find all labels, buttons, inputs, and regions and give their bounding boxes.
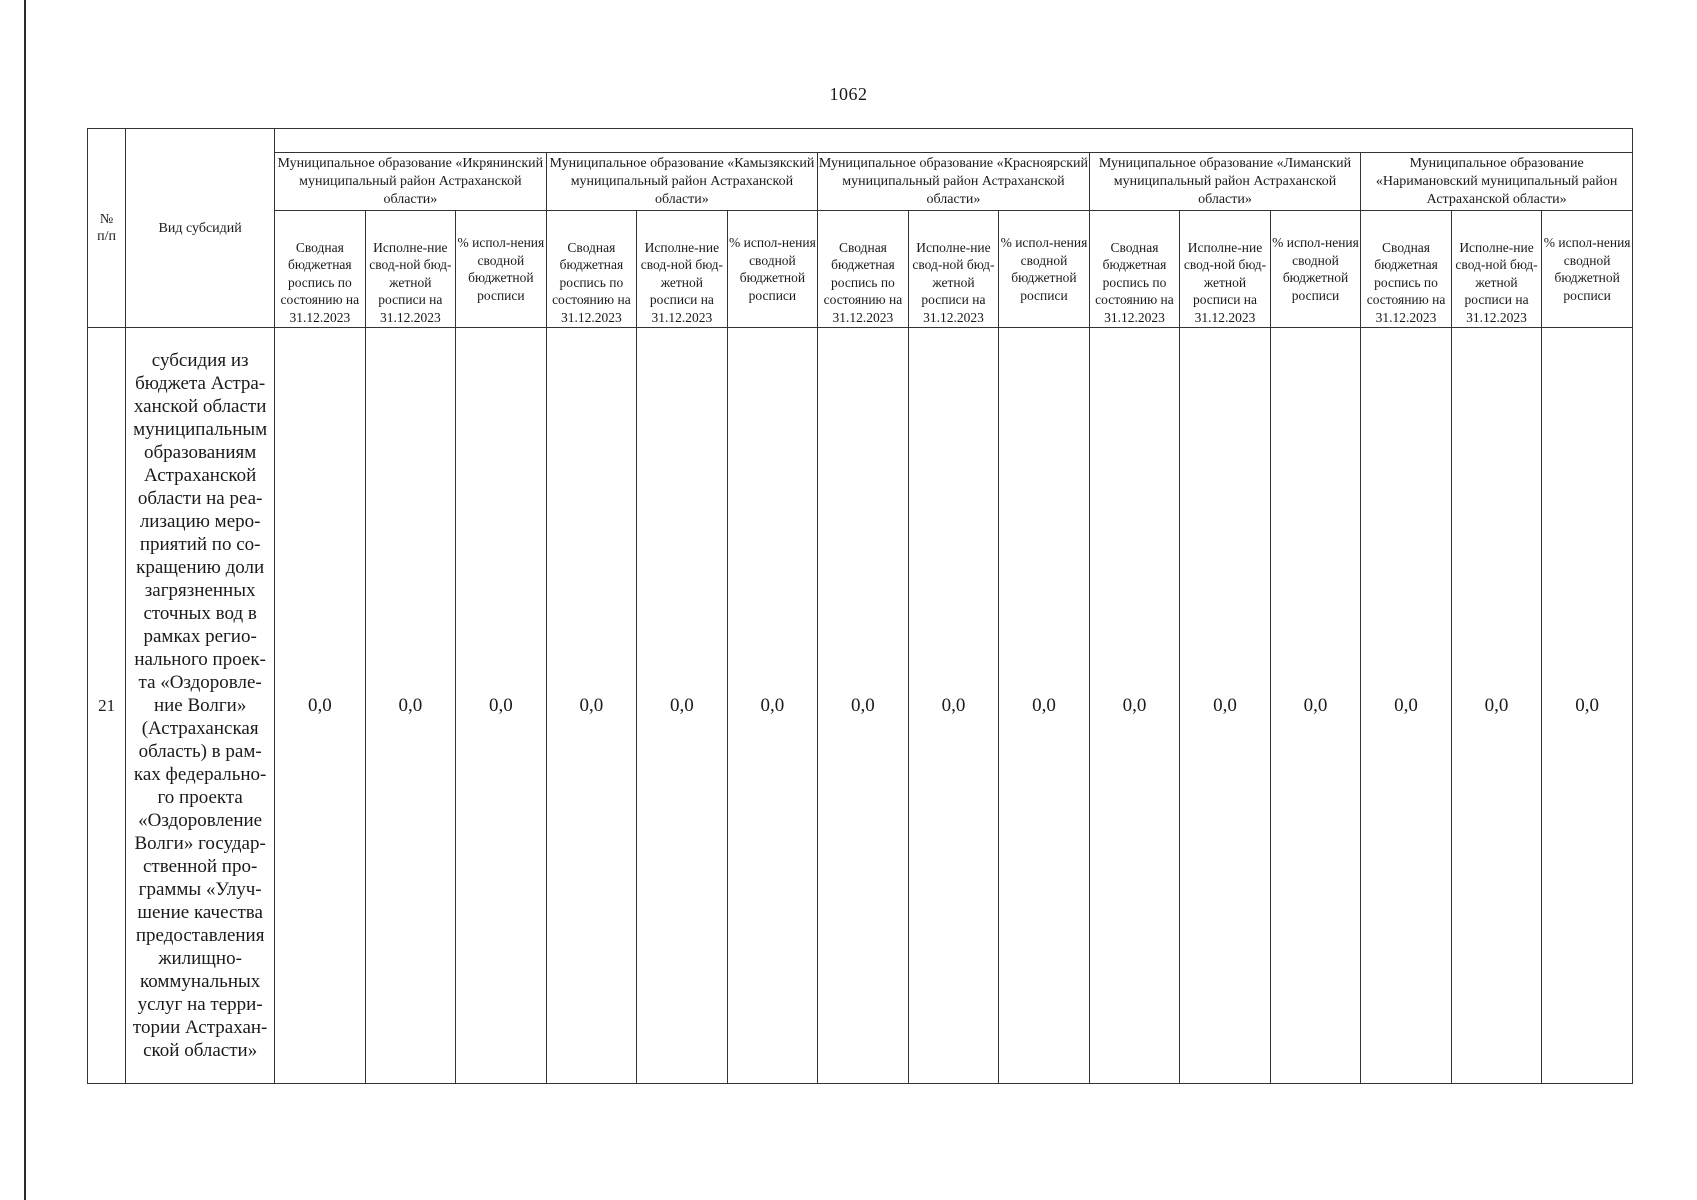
municipality-header: Муниципальное образование «Икрянинский муниципальный район Астраханской области»	[275, 153, 547, 211]
header-blank-cell	[275, 129, 1633, 153]
value-cell: 0,0	[1361, 328, 1452, 1084]
percent-column-header: % испол-нения сводной бюджетной росписи	[456, 211, 547, 328]
budget-column-header: Сводная бюджетная роспись по состоянию на 31.12.2023	[818, 211, 909, 328]
column-header-row	[88, 211, 1633, 328]
budget-column-header: Сводная бюджетная роспись по состоянию на 31.12.2023	[1361, 211, 1452, 328]
municipality-header-row	[88, 153, 1633, 211]
header-top-blank-row	[88, 129, 1633, 153]
municipality-header: Муниципальное образование «Наримановский муниципальный район Астраханской области»	[1361, 153, 1633, 211]
value-cell: 0,0	[1180, 328, 1271, 1084]
type-header: Вид субсидий	[126, 129, 275, 328]
value-cell: 0,0	[818, 328, 909, 1084]
value-cell: 0,0	[1542, 328, 1633, 1084]
municipality-header: Муниципальное образование «Камызякский муниципальный район Астраханской области»	[546, 153, 818, 211]
subsidy-table	[87, 128, 1633, 1084]
budget-column-header: Сводная бюджетная роспись по состоянию на 31.12.2023	[1089, 211, 1180, 328]
percent-column-header: % испол-нения сводной бюджетной росписи	[727, 211, 818, 328]
value-cell: 0,0	[908, 328, 999, 1084]
table-row	[88, 328, 1633, 1084]
value-cell: 0,0	[637, 328, 728, 1084]
execution-column-header: Исполне-ние свод-ной бюд-жетной росписи на 31.12.2023	[637, 211, 728, 328]
municipality-header: Муниципальное образование «Лиманский муниципальный район Астраханской области»	[1089, 153, 1361, 211]
num-header: № п/п	[88, 129, 126, 328]
value-cell: 0,0	[456, 328, 547, 1084]
row-number: 21	[88, 328, 126, 1084]
budget-column-header: Сводная бюджетная роспись по состоянию на 31.12.2023	[275, 211, 366, 328]
percent-column-header: % испол-нения сводной бюджетной росписи	[1542, 211, 1633, 328]
value-cell: 0,0	[1270, 328, 1361, 1084]
municipality-header: Муниципальное образование «Красноярский муниципальный район Астраханской области»	[818, 153, 1090, 211]
page-binding-line	[24, 0, 26, 1200]
execution-column-header: Исполне-ние свод-ной бюд-жетной росписи на 31.12.2023	[365, 211, 456, 328]
value-cell: 0,0	[999, 328, 1090, 1084]
subsidy-description: субсидия из бюджета Астра- ханской области муниципальным образованиям Астраханской области на реа- лизацию меро- приятий по со- кращению доли загрязненных сточных вод в рамках регио- нального проек- та «Оздоровле- ние Волги» (Астраханская область) в рам- ках федерально- го проекта «Оздоровление Волги» государ- ственной про- граммы «Улуч- шение качества предоставления жилищно- коммунальных услуг на терри- тории Астрахан- ской области»	[126, 328, 275, 1084]
percent-column-header: % испол-нения сводной бюджетной росписи	[999, 211, 1090, 328]
value-cell: 0,0	[365, 328, 456, 1084]
value-cell: 0,0	[275, 328, 366, 1084]
value-cell: 0,0	[1089, 328, 1180, 1084]
value-cell: 0,0	[727, 328, 818, 1084]
execution-column-header: Исполне-ние свод-ной бюд-жетной росписи на 31.12.2023	[908, 211, 999, 328]
page-number: 1062	[829, 84, 868, 104]
execution-column-header: Исполне-ние свод-ной бюд-жетной росписи на 31.12.2023	[1180, 211, 1271, 328]
percent-column-header: % испол-нения сводной бюджетной росписи	[1270, 211, 1361, 328]
budget-column-header: Сводная бюджетная роспись по состоянию на 31.12.2023	[546, 211, 637, 328]
execution-column-header: Исполне-ние свод-ной бюд-жетной росписи на 31.12.2023	[1451, 211, 1542, 328]
value-cell: 0,0	[546, 328, 637, 1084]
value-cell: 0,0	[1451, 328, 1542, 1084]
